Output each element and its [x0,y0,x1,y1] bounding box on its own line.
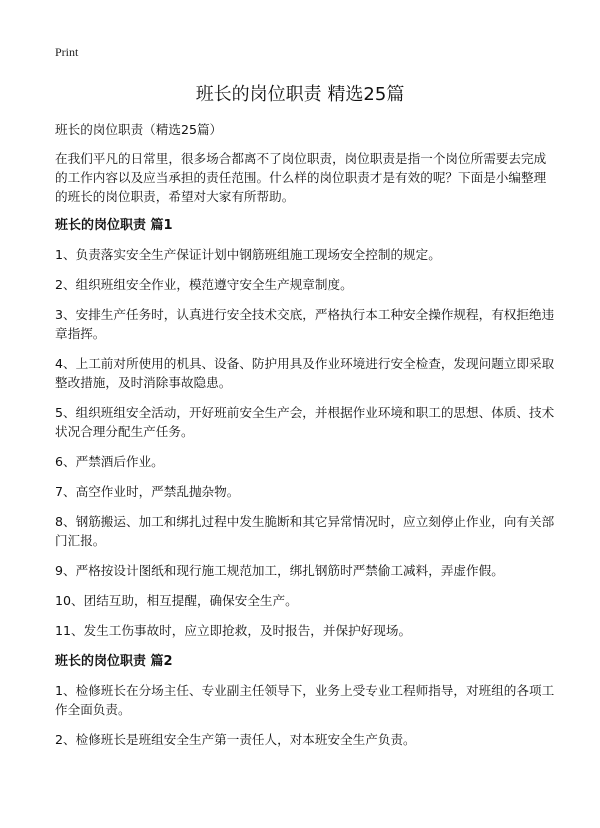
list-item: 4、上工前对所使用的机具、设备、防护用具及作业环境进行安全检查，发现问题立即采取整改措施，及时消除事故隐患。 [55,356,555,390]
section-2 [55,652,555,749]
list-item: 7、高空作业时，严禁乱抛杂物。 [55,484,240,499]
list-item: 2、组织班组安全作业，模范遵守安全生产规章制度。 [55,277,353,292]
document-body [55,120,555,761]
list-item: 3、安排生产任务时，认真进行安全技术交底，严格执行本工种安全操作规程，有权拒绝违章指挥。 [55,307,555,341]
list-item: 1、检修班长在分场主任、专业副主任领导下，业务上受专业工程师指导，对班组的各项工作全面负责。 [55,683,555,717]
page-title: 班长的岗位职责 精选25篇 [195,84,405,105]
intro-paragraph: 在我们平凡的日常里，很多场合都离不了岗位职责，岗位职责是指一个岗位所需要去完成的工作内容以及应当承担的责任范围。什么样的岗位职责才是有效的呢？下面是小编整理的班长的岗位职责，希望对大家有所帮助。 [55,151,547,204]
section-heading: 班长的岗位职责 篇1 [55,218,173,233]
list-item: 5、组织班组安全活动，开好班前安全生产会，并根据作业环境和职工的思想、体质、技术状况合理分配生产任务。 [55,405,555,439]
list-item: 1、负责落实安全生产保证计划中钢筋班组施工现场安全控制的规定。 [55,247,441,262]
list-item: 2、检修班长是班组安全生产第一责任人，对本班安全生产负责。 [55,732,416,747]
list-item: 9、严格按设计图纸和现行施工规范加工，绑扎钢筋时严禁偷工减料，弄虚作假。 [55,563,504,578]
list-item: 6、严禁酒后作业。 [55,454,164,469]
document-subtitle: 班长的岗位职责（精选25篇） [55,122,223,137]
print-label: Print [55,45,79,59]
list-item: 10、团结互助，相互提醒，确保安全生产。 [55,593,298,608]
list-item: 11、发生工伤事故时，应立即抢救，及时报告，并保护好现场。 [55,623,412,638]
section-1 [55,216,555,640]
section-heading: 班长的岗位职责 篇2 [55,654,173,669]
list-item: 8、钢筋搬运、加工和绑扎过程中发生脆断和其它异常情况时，应立刻停止作业，向有关部门汇报。 [55,514,555,548]
